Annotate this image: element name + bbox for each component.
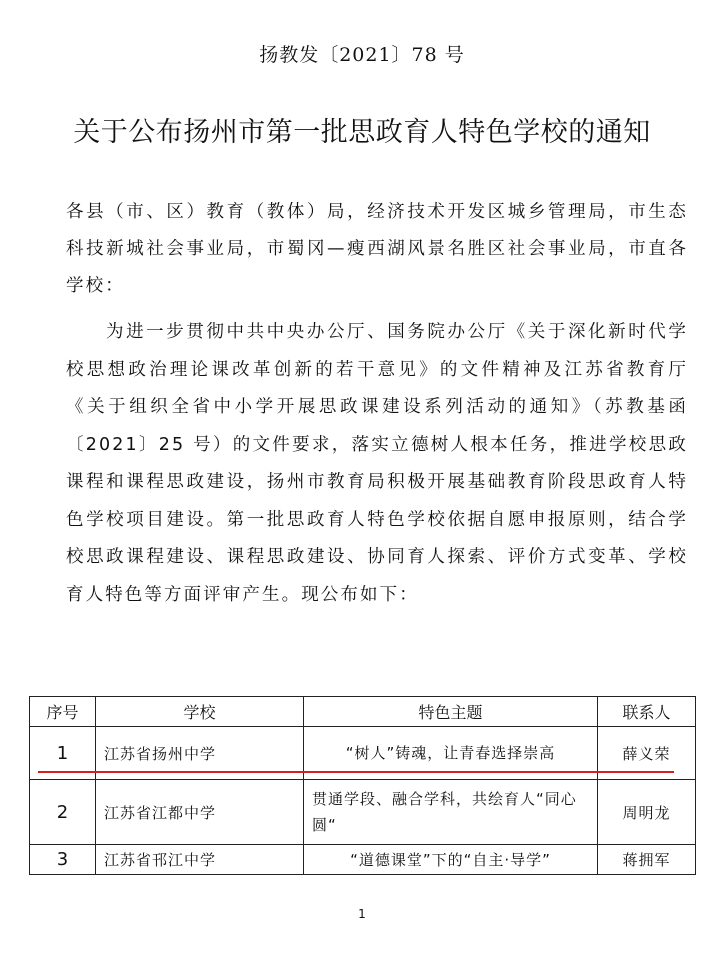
- row-contact: 薛义荣: [598, 727, 696, 780]
- header-theme: 特色主题: [304, 697, 598, 727]
- addressee-paragraph: 各县（市、区）教育（教体）局，经济技术开发区城乡管理局，市生态科技新城社会事业局，市蜀冈—瘦西湖风景名胜区社会事业局，市直各学校：: [66, 202, 688, 296]
- header-school: 学校: [96, 697, 304, 727]
- red-highlight-underline: [38, 771, 674, 773]
- header-index: 序号: [30, 697, 96, 727]
- row-school: 江苏省邗江中学: [96, 845, 304, 875]
- row-theme: 贯通学段、融合学科，共绘育人“同心圆“: [304, 780, 598, 845]
- table-header-row: [30, 697, 696, 727]
- schools-table: [29, 696, 696, 875]
- row-contact: 蒋拥军: [598, 845, 696, 875]
- row-index: 3: [30, 845, 96, 875]
- document-number: 扬教发〔2021〕78 号: [259, 44, 465, 66]
- document-title: 关于公布扬州市第一批思政育人特色学校的通知: [73, 117, 651, 148]
- body-paragraph: 为进一步贯彻中共中央办公厅、国务院办公厅《关于深化新时代学校思想政治理论课改革创新的若干意见》的文件精神及江苏省教育厅《关于组织全省中小学开展思政课建设系列活动的通知》（苏教基函〔2021〕25 号）的文件要求，落实立德树人根本任务，推进学校思政课程和课程思政建设，扬州市教育局积极开展基础教育阶段思政育人特色学校项目建设。第一批思政育人特色学校依据自愿申报原则，结合学校思政课程建设、课程思政建设、协同育人探索、评价方式变革、学校育人特色等方面评审产生。现公布如下：: [66, 322, 688, 605]
- row-index: 1: [30, 727, 96, 780]
- row-theme: “道德课堂”下的“自主·导学”: [304, 845, 598, 875]
- row-index: 2: [30, 780, 96, 845]
- row-school: 江苏省扬州中学: [96, 727, 304, 780]
- table-row: [30, 780, 696, 845]
- header-contact: 联系人: [598, 697, 696, 727]
- row-contact: 周明龙: [598, 780, 696, 845]
- row-school: 江苏省江都中学: [96, 780, 304, 845]
- table-row: [30, 845, 696, 875]
- page-number: 1: [358, 907, 366, 921]
- row-theme: “树人”铸魂，让青春选择崇高: [304, 727, 598, 780]
